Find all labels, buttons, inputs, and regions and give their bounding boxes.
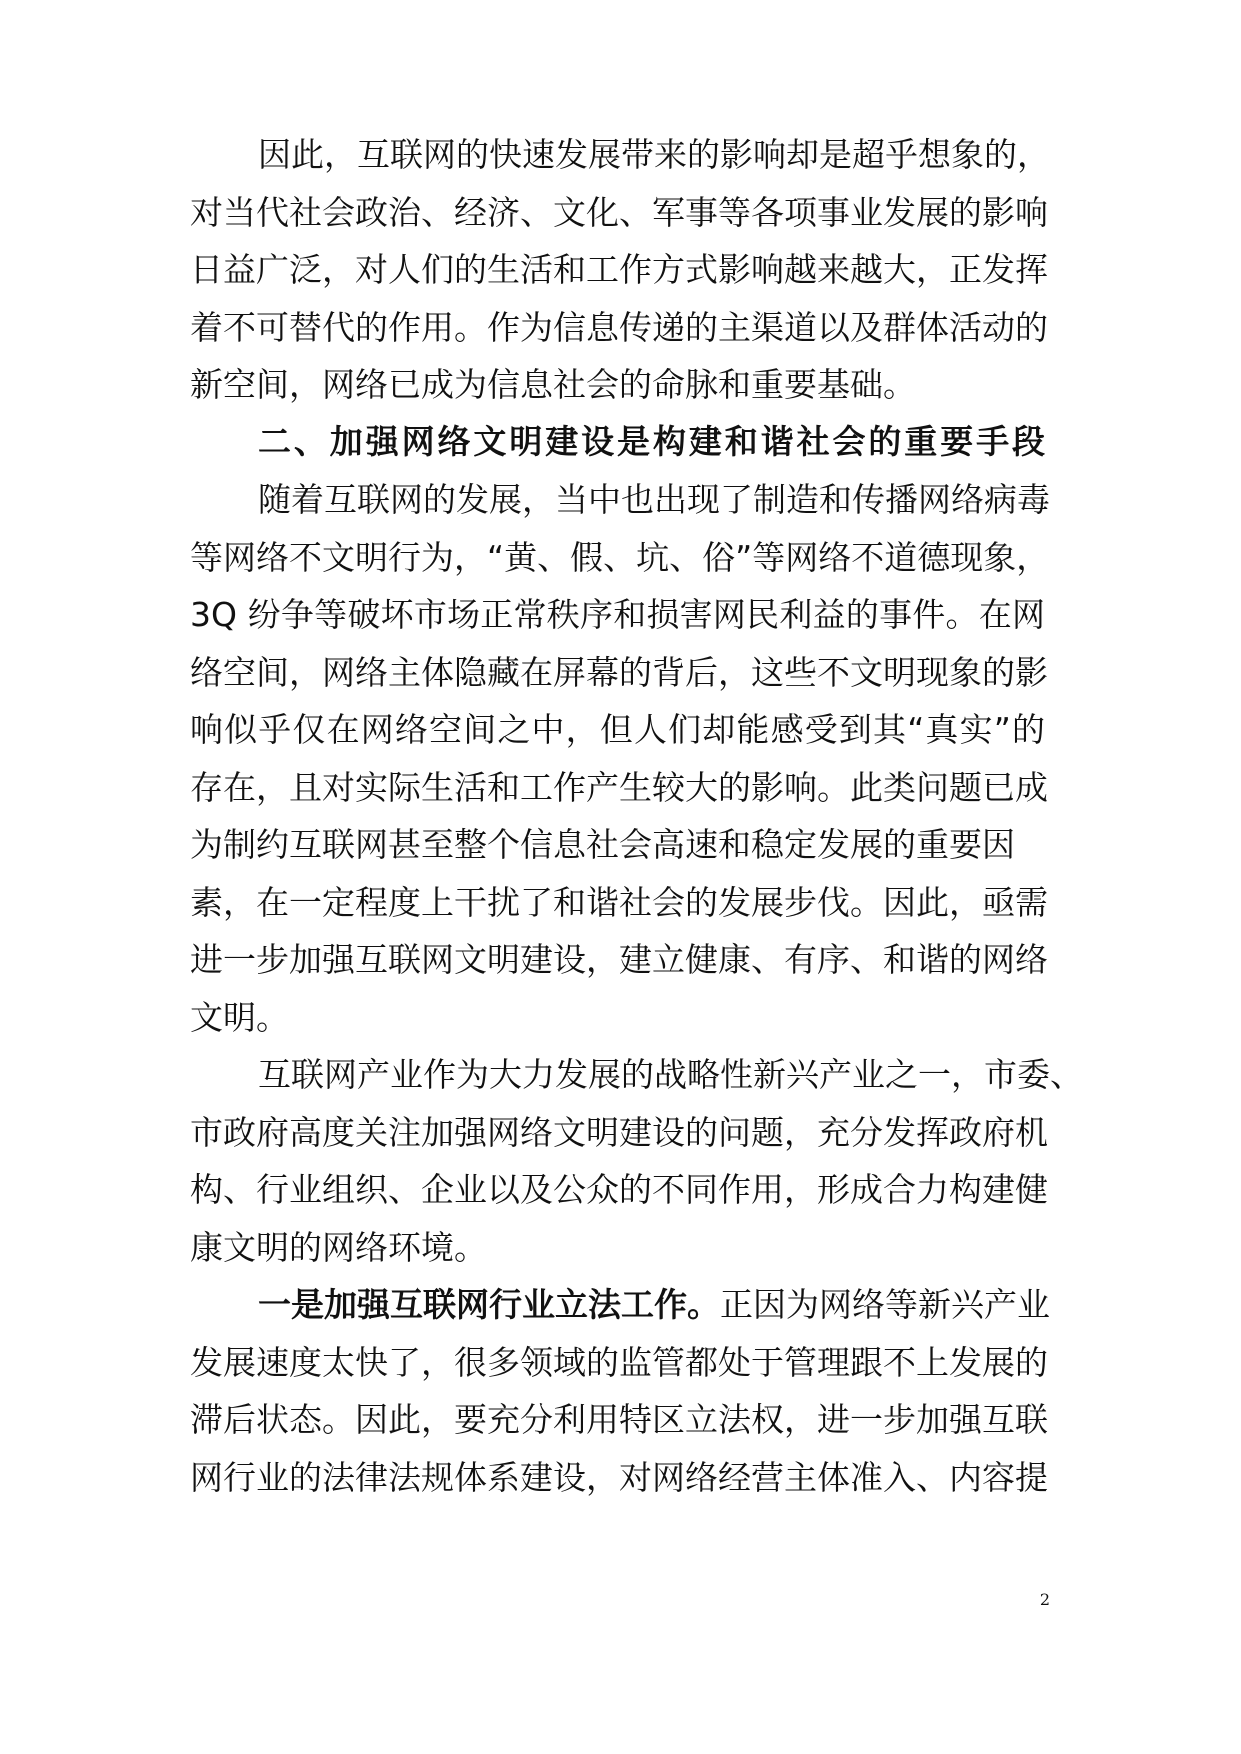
paragraph-line: 文明。 [190,998,289,1037]
paragraph-line: 构、行业组织、企业以及公众的不同作用，形成合力构建健 [190,1170,1048,1209]
paragraph-line: 为制约互联网甚至整个信息社会高速和稳定发展的重要因 [190,825,1015,864]
paragraph-line: 对当代社会政治、经济、文化、军事等各项事业发展的影响 [190,193,1048,232]
paragraph-line: 进一步加强互联网文明建设，建立健康、有序、和谐的网络 [190,940,1048,979]
paragraph-line: 康文明的网络环境。 [190,1228,487,1267]
paragraph-line: 发展速度太快了，很多领域的监管都处于管理跟不上发展的 [190,1343,1048,1382]
paragraph-line: 素，在一定程度上干扰了和谐社会的发展步伐。因此，亟需 [190,883,1048,922]
paragraph-line: 响似乎仅在网络空间之中，但人们却能感受到其“真实”的 [190,710,1045,749]
paragraph-line: 等网络不文明行为，“黄、假、坑、俗”等网络不道德现象， [190,538,1050,577]
paragraph-line: 存在，且对实际生活和工作产生较大的影响。此类问题已成 [190,768,1048,807]
paragraph-line: 3Q 纷争等破坏市场正常秩序和损害网民利益的事件。在网 [190,595,1045,634]
paragraph-line: 随着互联网的发展，当中也出现了制造和传播网络病毒 [258,480,1050,519]
paragraph-line: 网行业的法律法规体系建设，对网络经营主体准入、内容提 [190,1458,1048,1497]
page-number: 2 [1039,1590,1050,1609]
paragraph-line: 着不可替代的作用。作为信息传递的主渠道以及群体活动的 [190,308,1048,347]
paragraph-line-mixed [258,1276,1050,1334]
lead-continuation: 正因为网络等新兴产业 [720,1285,1050,1324]
paragraph-line: 新空间，网络已成为信息社会的命脉和重要基础。 [190,365,916,404]
paragraph-line: 络空间，网络主体隐藏在屏幕的背后，这些不文明现象的影 [190,653,1048,692]
paragraph-line: 日益广泛，对人们的生活和工作方式影响越来越大，正发挥 [190,250,1048,289]
paragraph-line: 市政府高度关注加强网络文明建设的问题，充分发挥政府机 [190,1113,1048,1152]
bold-lead-phrase: 一是加强互联网行业立法工作。 [258,1285,720,1324]
paragraph-line: 因此，互联网的快速发展带来的影响却是超乎想象的， [258,135,1050,174]
section-heading: 二、加强网络文明建设是构建和谐社会的重要手段 [258,422,1045,461]
paragraph-line: 滞后状态。因此，要充分利用特区立法权，进一步加强互联 [190,1400,1048,1439]
paragraph-line: 互联网产业作为大力发展的战略性新兴产业之一，市委、 [258,1055,1083,1094]
